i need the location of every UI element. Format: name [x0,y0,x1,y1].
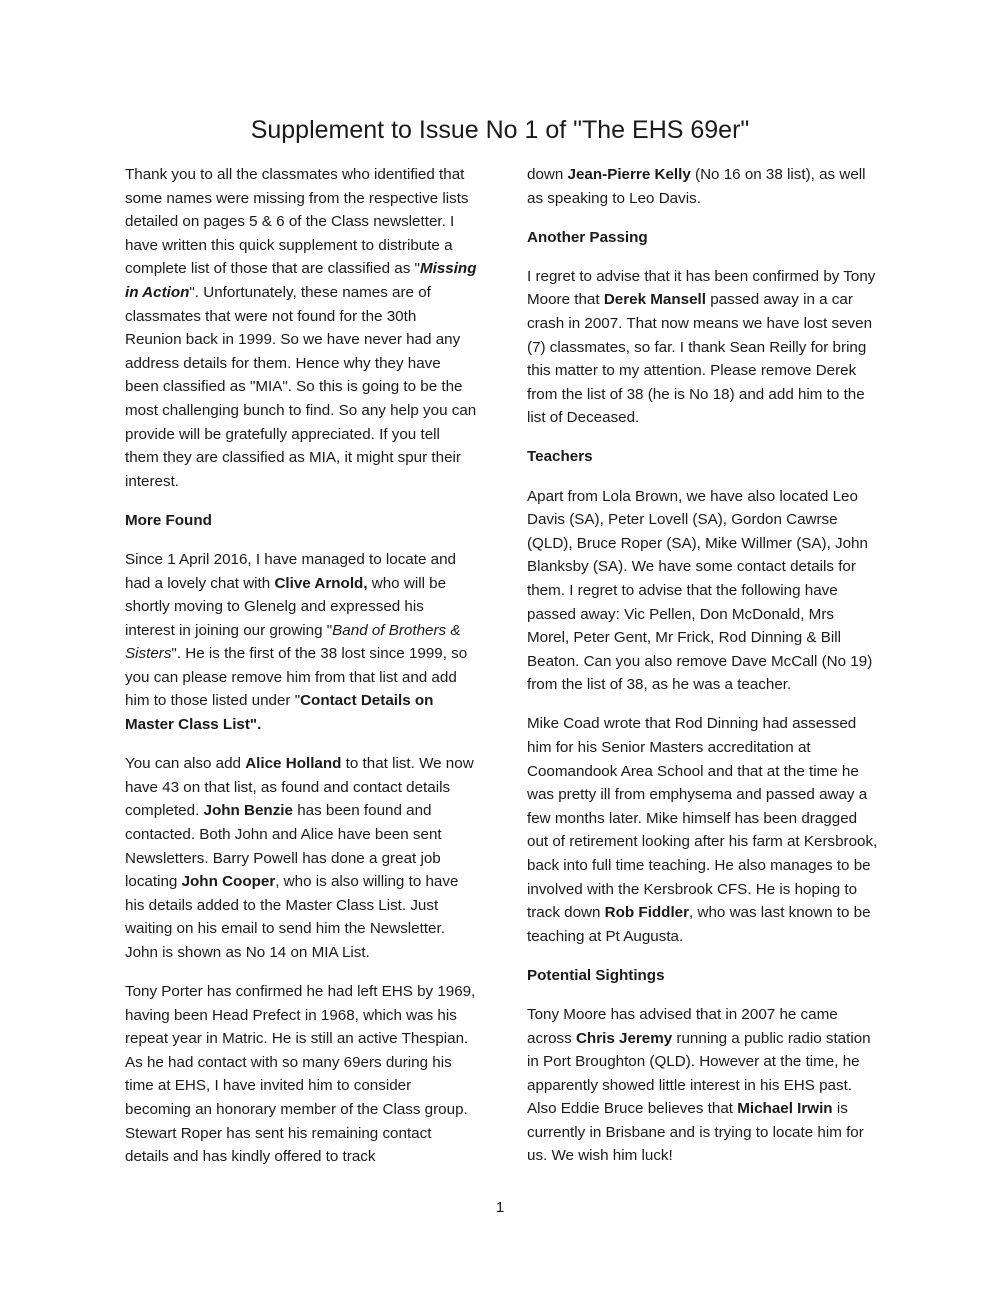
page-title: Supplement to Issue No 1 of "The EHS 69er" [250,116,750,144]
name-highlight: Alice Holland [245,755,342,773]
teachers-paragraph: Apart from Lola Brown, we have also located Leo Davis (SA), Peter Lovell (SA), Gordon Cawrse (QLD), Bruce Roper (SA), Mike Willmer (SA), John Blanksby (SA). We have some contact details for them. I regret to advise that the following have passed away: Vic Pellen, Don McDonald, Mrs Morel, Peter Gent, Mr Frick, Rod Dinning & Bill Beaton. Can you also remove Dave McCall (No 19) from the list of 38, as he was a teacher. [527,487,873,694]
text-run: passed away in a car crash in 2007. That now means we have lost seven (7) classmates, so far. I thank Sean Reilly for bring this matter to my attention. Please remove Derek from the list of 38 (he is No 18) and add him to the list of Deceased. [527,291,873,427]
text-run: , who was last known to be teaching at Pt Augusta. [527,904,871,945]
name-highlight: Clive Arnold, [274,574,368,592]
text-run: Mike Coad wrote that Rod Dinning had assessed him for his Senior Masters accreditation at Coomandook Area School and that at the time he was pretty ill from emphysema and passed away a few months later. Mike himself has been dragged out of retirement looking after his farm at Kersbrook, back into full time teaching. He also manages to be involved with the Kersbrook CFS. He is hoping to track down [527,715,878,922]
left-column [125,163,477,1184]
text-run: Thank you to all the classmates who identified that some names were missing from the respective lists detailed on pages 5 & 6 of the Class newsletter. I have written this quick supplement to distribute a complete list of those that are classified as " [125,166,469,278]
potential-sightings-paragraph [527,1003,879,1168]
name-highlight: John Benzie [203,802,293,820]
mike-coad-paragraph [527,712,879,948]
emphasis-text: Band of Brothers & Sisters [125,621,461,663]
name-highlight: Chris Jeremy [575,1029,673,1047]
text-run: to that list. We now have 43 on that list, as found and contact details completed. [125,755,474,820]
page-number: 1 [495,1199,505,1216]
text-run: ". He is the first of the 38 lost since 1999, so you can please remove him from that list and add him to those listed under " [125,645,468,710]
add-names-paragraph [125,752,477,964]
text-run: (No 16 on 38 list), as well as speaking to Leo Davis. [527,166,866,207]
text-run: You can also add [125,755,246,773]
intro-paragraph [125,163,477,493]
name-highlight: Michael Irwin [737,1100,833,1118]
section-heading-potential-sightings: Potential Sightings [527,966,665,984]
text-run: Since 1 April 2016, I have managed to locate and had a lovely chat with [125,550,456,592]
section-heading-more-found: More Found [125,511,212,529]
name-highlight: John Cooper [181,873,276,891]
text-run: running a public radio station in Port Broughton (QLD). However at the time, he apparently showed little interest in his EHS past. Also Eddie Bruce believes that [527,1029,871,1118]
text-run: who will be shortly moving to Glenelg and expressed his interest in joining our growing " [125,574,447,639]
section-heading-another-passing: Another Passing [527,228,648,246]
text-run: has been found and contacted. Both John and Alice have been sent Newsletters. Barry Powell has done a great job locating [125,802,442,891]
more-found-paragraph [125,548,477,737]
text-run: down [527,166,568,183]
right-column [527,163,879,1184]
tony-porter-paragraph: Tony Porter has confirmed he had left EHS by 1969, having been Head Prefect in 1968, which was his repeat year in Matric. He is still an active Thespian. As he had contact with so many 69ers during his time at EHS, I have invited him to consider becoming an honorary member of the Class group. Stewart Roper has sent his remaining contact details and has kindly offered to track [125,983,476,1166]
name-highlight: Rob Fiddler [604,904,690,922]
emphasis-text: Missing in Action [125,260,477,301]
name-highlight: Jean-Pierre Kelly [567,166,691,183]
text-run: , who is also willing to have his details added to the Master Class List. Just waiting on his email to send him the Newsletter. John is shown as No 14 on MIA List. [125,873,459,961]
continued-paragraph [527,163,879,210]
text-run: Tony Moore has advised that in 2007 he came across [527,1005,838,1047]
section-heading-teachers: Teachers [527,448,593,466]
text-run: I regret to advise that it has been confirmed by Tony Moore that [527,267,876,309]
text-run: is currently in Brisbane and is trying to locate him for us. We wish him luck! [527,1100,864,1165]
text-run: ". Unfortunately, these names are of classmates that were not found for the 30th Reunion back in 1999. So we have never had any address details for them. Hence why they have been classified as "MIA". So this is going to be the most challenging bunch to find. So any help you can provide will be gratefully appreciated. If you tell them they are classified as MIA, it might spur their interest. [125,283,477,490]
another-passing-paragraph [527,265,879,430]
name-highlight: Derek Mansell [603,291,706,309]
bold-text: Contact Details on Master Class List". [125,692,434,734]
